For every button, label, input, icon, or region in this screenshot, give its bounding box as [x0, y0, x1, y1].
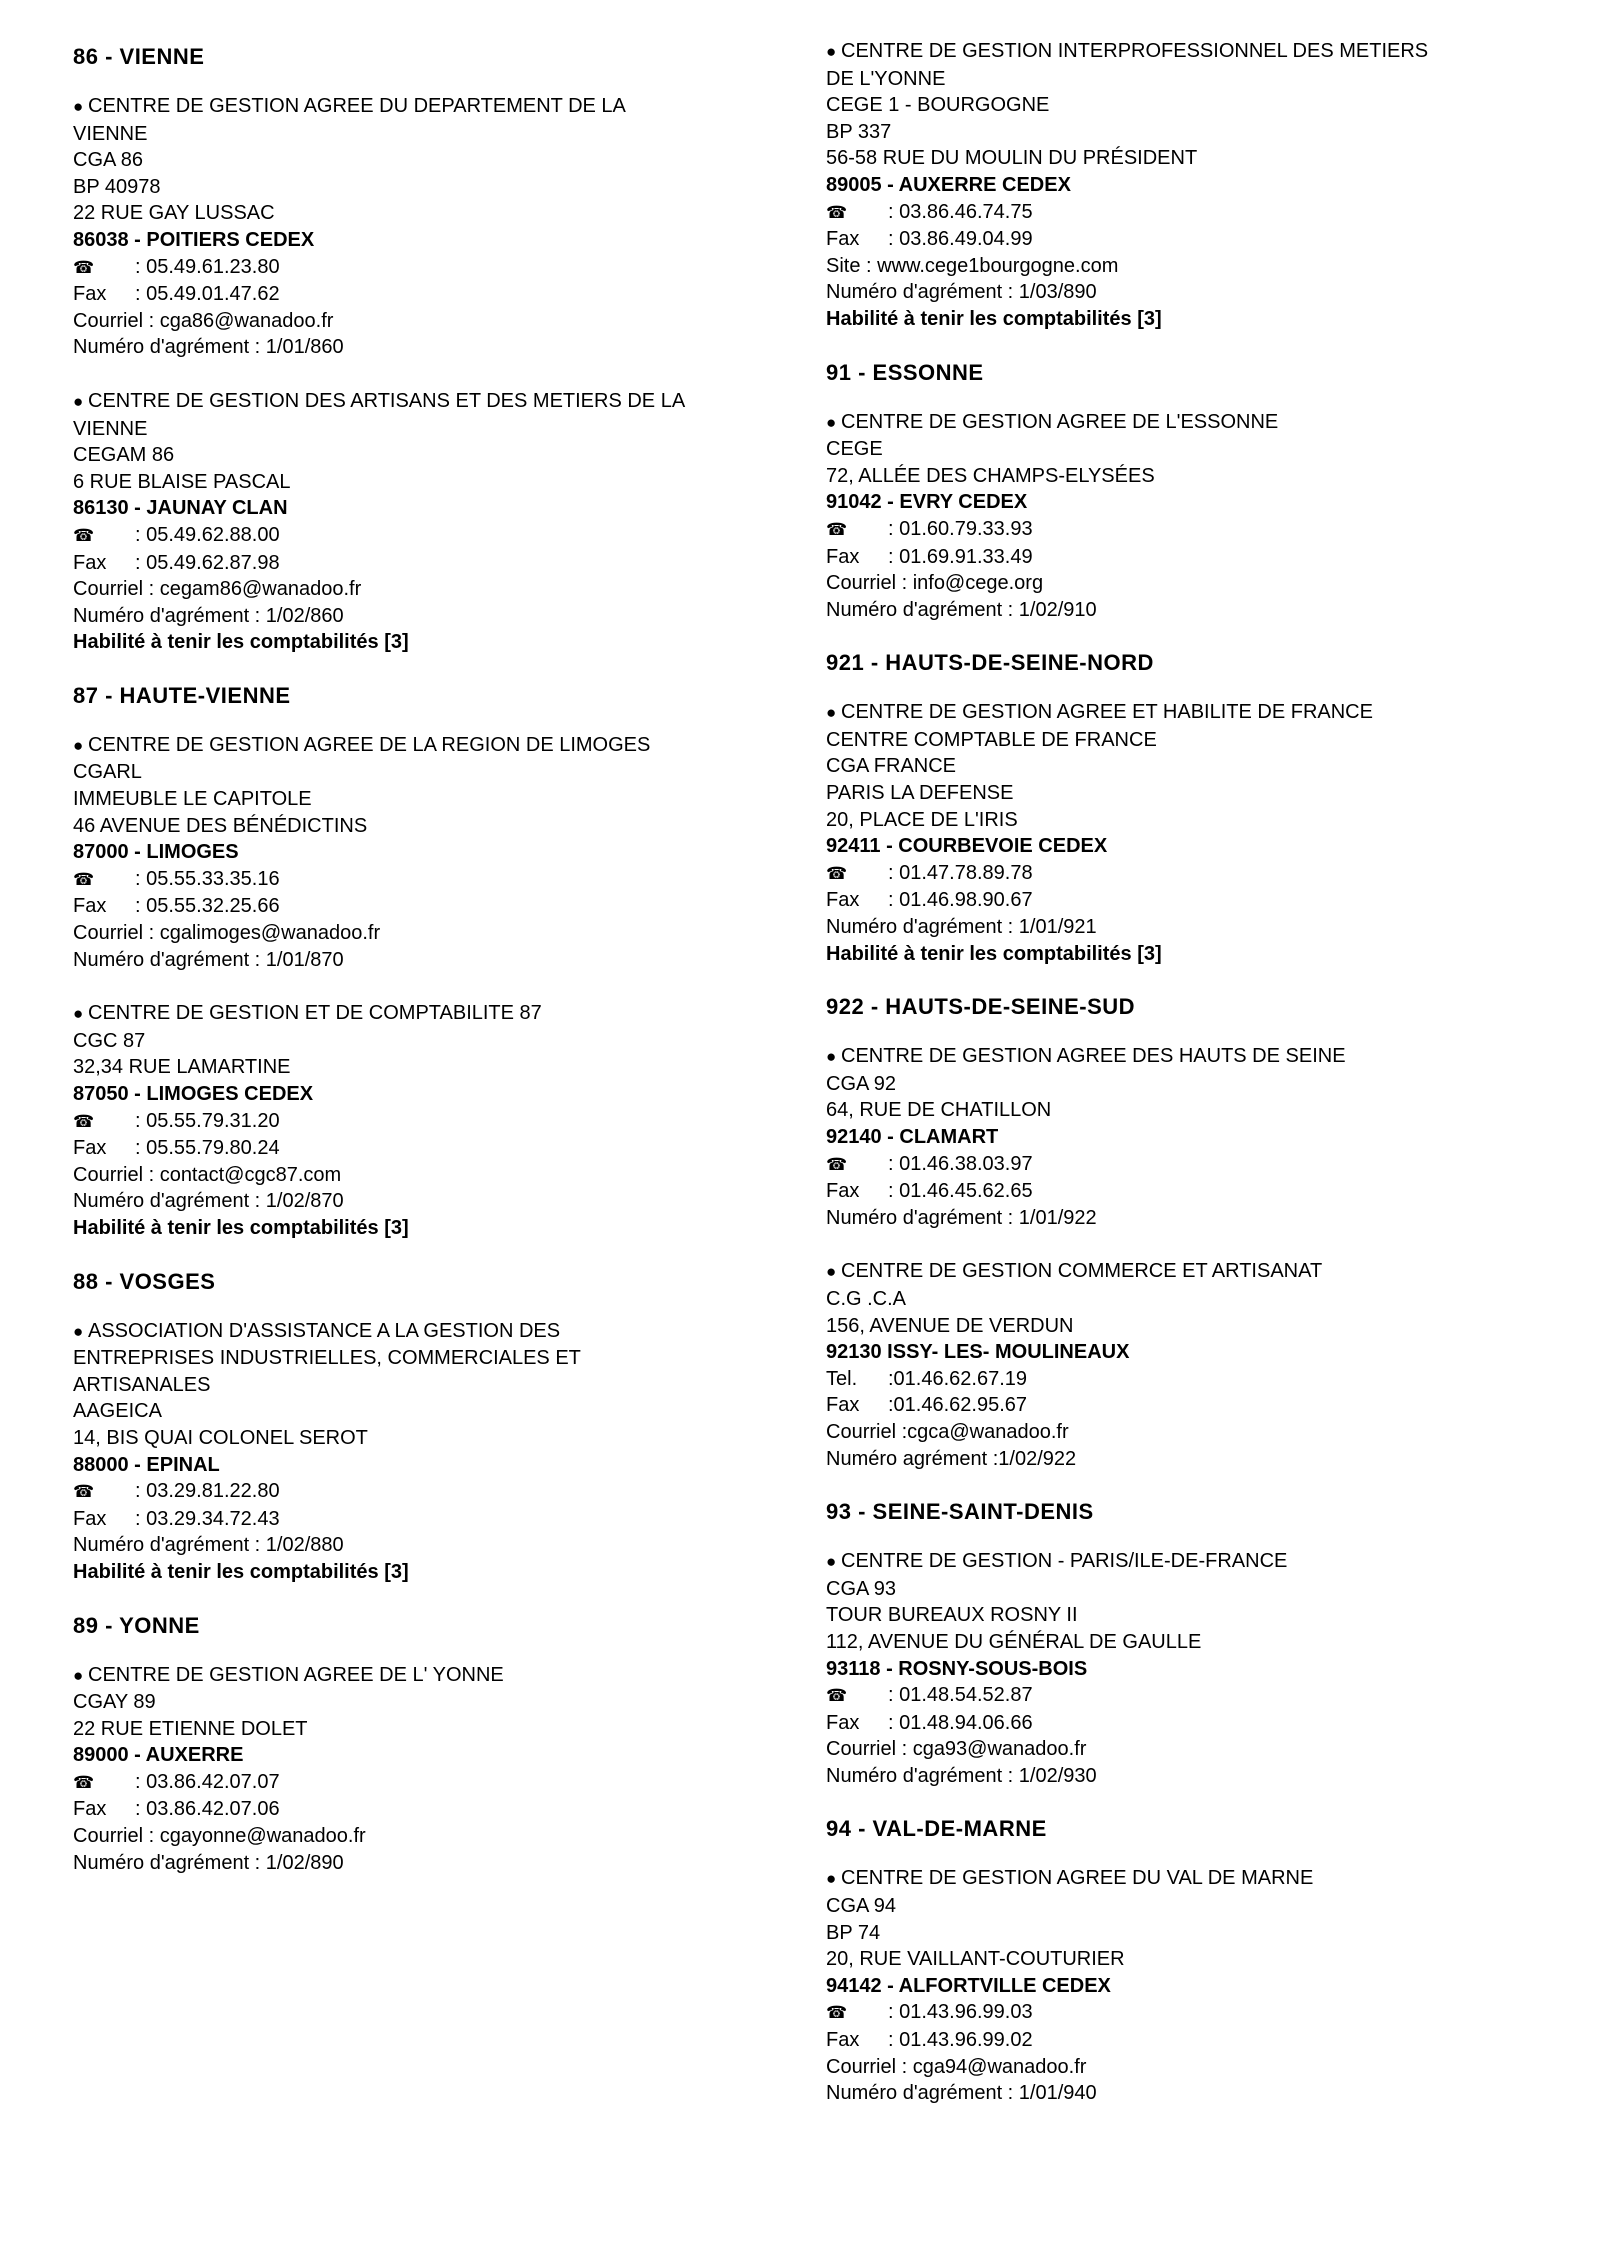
line-text: IMMEUBLE LE CAPITOLE — [73, 788, 312, 811]
address-line — [826, 1710, 1546, 1737]
center-name-line — [73, 1662, 793, 1690]
address-line — [73, 1689, 793, 1716]
phone-icon: ☎ — [73, 1482, 95, 1502]
address-line — [826, 1178, 1546, 1205]
phone-icon: ☎ — [73, 1111, 95, 1131]
line-text: Site : www.cege1bourgogne.com — [826, 254, 1119, 277]
line-text: :01.46.62.95.67 — [888, 1394, 1028, 1417]
address-line — [73, 469, 793, 496]
line-text: Courriel : contact@cgc87.com — [73, 1163, 342, 1186]
line-text: Numéro d'agrément : 1/01/922 — [826, 1206, 1097, 1229]
line-text: : 01.69.91.33.49 — [888, 545, 1033, 568]
field-label: Fax — [826, 889, 860, 912]
line-text: : 05.55.79.31.20 — [135, 1109, 280, 1132]
address-line — [73, 1398, 793, 1425]
line-text: CEGE 1 - BOURGOGNE — [826, 94, 1050, 117]
address-line — [73, 786, 793, 813]
line-text: Courriel : cga86@wanadoo.fr — [73, 309, 334, 332]
line-text: PARIS LA DEFENSE — [826, 782, 1014, 805]
line-text: CENTRE DE GESTION - PARIS/ILE-DE-FRANCE — [841, 1550, 1288, 1573]
field-label: Fax — [826, 545, 860, 568]
bold-line — [73, 839, 793, 866]
phone-icon: ☎ — [826, 202, 848, 222]
address-line — [73, 1188, 793, 1215]
line-text: 20, PLACE DE L'IRIS — [826, 808, 1018, 831]
line-text: CGA FRANCE — [826, 755, 957, 778]
field-label: Fax — [826, 1394, 860, 1417]
line-text: Numéro d'agrément : 1/01/860 — [73, 336, 344, 359]
department-heading: 921 - HAUTS-DE-SEINE-NORD — [826, 650, 1154, 676]
center-name-line — [73, 1318, 793, 1346]
address-line — [826, 1920, 1546, 1947]
line-text: : 03.86.42.07.06 — [135, 1798, 280, 1821]
center-entry — [73, 93, 793, 361]
center-entry — [73, 388, 793, 656]
line-text: : 01.46.45.62.65 — [888, 1180, 1033, 1203]
line-text: 6 RUE BLAISE PASCAL — [73, 470, 291, 493]
department-heading: 91 - ESSONNE — [826, 359, 984, 385]
address-line — [73, 1372, 793, 1399]
center-entry — [826, 38, 1546, 333]
line-text: Numéro d'agrément : 1/02/870 — [73, 1190, 344, 1213]
address-line — [826, 1602, 1546, 1629]
department-section — [73, 1613, 793, 1877]
line-text: 20, RUE VAILLANT-COUTURIER — [826, 1948, 1125, 1971]
line-text: VIENNE — [73, 417, 148, 440]
line-text: CEGAM 86 — [73, 444, 175, 467]
line-text: CENTRE DE GESTION INTERPROFESSIONNEL DES METIERS — [841, 40, 1429, 62]
line-text: CENTRE DE GESTION AGREE DE LA REGION DE LIMOGES — [88, 733, 651, 756]
center-name-line — [826, 38, 1546, 66]
department-section — [73, 44, 793, 656]
address-line — [826, 1893, 1546, 1920]
department-section — [73, 1269, 793, 1586]
address-line — [73, 1054, 793, 1081]
bold-line — [826, 1656, 1546, 1683]
address-line — [73, 1769, 793, 1797]
address-line — [73, 947, 793, 974]
address-line — [73, 603, 793, 630]
bold-line — [73, 1215, 793, 1242]
line-text: CGA 94 — [826, 1895, 897, 1918]
line-text: Courriel : cga94@wanadoo.fr — [826, 2055, 1087, 2078]
line-text: 46 AVENUE DES BÉNÉDICTINS — [73, 814, 368, 837]
right-column — [826, 38, 1546, 2134]
address-line — [826, 1576, 1546, 1603]
field-label: Fax — [73, 1798, 107, 1821]
center-name-line — [826, 699, 1546, 727]
address-line — [73, 1108, 793, 1136]
address-line — [826, 1151, 1546, 1179]
line-text: Numéro d'agrément : 1/03/890 — [826, 281, 1097, 304]
bold-line — [826, 833, 1546, 860]
address-line — [826, 914, 1546, 941]
phone-icon: ☎ — [826, 1154, 848, 1174]
address-line — [826, 1366, 1546, 1393]
address-line — [826, 570, 1546, 597]
address-line — [826, 887, 1546, 914]
address-line — [826, 436, 1546, 463]
address-line — [73, 254, 793, 282]
address-line — [826, 253, 1546, 280]
line-text: 89005 - AUXERRE CEDEX — [826, 173, 1071, 196]
line-text: CENTRE DE GESTION COMMERCE ET ARTISANAT — [841, 1260, 1323, 1283]
line-text: 91042 - EVRY CEDEX — [826, 491, 1028, 514]
line-text: CGA 86 — [73, 149, 144, 172]
address-line — [826, 1205, 1546, 1232]
line-text: Habilité à tenir les comptabilités [3] — [73, 1560, 409, 1583]
address-line — [73, 334, 793, 361]
department-heading: 87 - HAUTE-VIENNE — [73, 682, 291, 708]
line-text: 87000 - LIMOGES — [73, 841, 239, 864]
address-line — [826, 807, 1546, 834]
line-text: 94142 - ALFORTVILLE CEDEX — [826, 1974, 1111, 1997]
line-text: Courriel : cgalimoges@wanadoo.fr — [73, 922, 381, 945]
address-line — [73, 1028, 793, 1055]
address-line — [826, 199, 1546, 227]
address-line — [73, 308, 793, 335]
address-line — [826, 1392, 1546, 1419]
line-text: : 05.55.33.35.16 — [135, 867, 280, 890]
left-column — [73, 38, 793, 1903]
line-text: : 05.49.01.47.62 — [135, 283, 280, 306]
bold-line — [73, 1452, 793, 1479]
line-text: : 03.86.46.74.75 — [888, 200, 1033, 223]
address-line — [826, 597, 1546, 624]
line-text: : 01.48.94.06.66 — [888, 1711, 1033, 1734]
address-line — [73, 893, 793, 920]
phone-icon: ☎ — [826, 519, 848, 539]
address-line — [826, 516, 1546, 544]
address-line — [73, 522, 793, 550]
bold-line — [73, 495, 793, 522]
bold-line — [73, 1559, 793, 1586]
line-text: 22 RUE ETIENNE DOLET — [73, 1717, 308, 1740]
line-text: TOUR BUREAUX ROSNY II — [826, 1604, 1078, 1627]
line-text: 32,34 RUE LAMARTINE — [73, 1056, 291, 1079]
line-text: : 03.86.49.04.99 — [888, 228, 1033, 251]
address-line — [826, 1946, 1546, 1973]
address-line — [73, 147, 793, 174]
line-text: Courriel : cgayonne@wanadoo.fr — [73, 1825, 366, 1848]
address-line — [73, 281, 793, 308]
center-entry — [73, 1318, 793, 1586]
address-line — [73, 759, 793, 786]
address-line — [826, 1763, 1546, 1790]
address-line — [826, 1999, 1546, 2027]
center-name-line — [826, 1258, 1546, 1286]
address-line — [73, 416, 793, 443]
phone-icon: ☎ — [73, 1772, 95, 1792]
bold-line — [73, 1742, 793, 1769]
bold-line — [826, 941, 1546, 968]
line-text: Numéro agrément :1/02/922 — [826, 1447, 1077, 1470]
phone-icon: ☎ — [73, 869, 95, 889]
address-line — [73, 1716, 793, 1743]
center-name-line — [73, 1000, 793, 1028]
department-heading: 88 - VOSGES — [73, 1268, 216, 1294]
address-line — [73, 866, 793, 894]
address-line — [826, 1097, 1546, 1124]
line-text: 92411 - COURBEVOIE CEDEX — [826, 835, 1108, 858]
field-label: Fax — [826, 2029, 860, 2052]
department-section — [826, 650, 1546, 967]
address-line — [826, 1313, 1546, 1340]
address-line — [73, 121, 793, 148]
center-entry — [826, 1043, 1546, 1231]
line-text: Habilité à tenir les comptabilités [3] — [826, 307, 1162, 330]
department-heading: 86 - VIENNE — [73, 44, 205, 69]
line-text: 87050 - LIMOGES CEDEX — [73, 1083, 314, 1105]
line-text: : 01.48.54.52.87 — [888, 1684, 1033, 1707]
line-text: 88000 - EPINAL — [73, 1453, 220, 1476]
line-text: Courriel : cga93@wanadoo.fr — [826, 1738, 1087, 1761]
line-text: Numéro d'agrément : 1/02/930 — [826, 1764, 1097, 1787]
line-text: 92130 ISSY- LES- MOULINEAUX — [826, 1341, 1130, 1364]
address-line — [73, 550, 793, 577]
center-name-line — [73, 93, 793, 121]
address-line — [73, 442, 793, 469]
bold-line — [73, 227, 793, 254]
line-text: : 01.43.96.99.03 — [888, 2001, 1033, 2024]
address-line — [826, 463, 1546, 490]
line-text: 156, AVENUE DE VERDUN — [826, 1314, 1074, 1337]
address-line — [826, 119, 1546, 146]
address-line — [73, 174, 793, 201]
line-text: 22 RUE GAY LUSSAC — [73, 202, 275, 225]
address-line — [73, 1850, 793, 1877]
department-section — [73, 683, 793, 1242]
center-name-line — [73, 732, 793, 760]
line-text: Numéro d'agrément : 1/02/880 — [73, 1534, 344, 1557]
phone-icon: ☎ — [73, 525, 95, 545]
department-section — [826, 1816, 1546, 2106]
phone-icon: ☎ — [826, 863, 848, 883]
address-line — [826, 145, 1546, 172]
bold-line — [826, 172, 1546, 199]
address-line — [73, 813, 793, 840]
line-text: CENTRE COMPTABLE DE FRANCE — [826, 728, 1157, 751]
department-section — [826, 38, 1546, 333]
line-text: 72, ALLÉE DES CHAMPS-ELYSÉES — [826, 464, 1155, 487]
address-line — [826, 1071, 1546, 1098]
line-text: Numéro d'agrément : 1/02/860 — [73, 604, 344, 627]
field-label: Fax — [73, 1137, 107, 1160]
address-line — [73, 1478, 793, 1506]
address-line — [826, 2080, 1546, 2107]
center-entry — [826, 1548, 1546, 1789]
address-line — [73, 1135, 793, 1162]
address-line — [826, 544, 1546, 571]
field-label: Fax — [73, 895, 107, 918]
department-section — [826, 994, 1546, 1472]
address-line — [73, 1823, 793, 1850]
line-text: : 03.29.34.72.43 — [135, 1507, 280, 1530]
department-heading: 93 - SEINE-SAINT-DENIS — [826, 1499, 1094, 1525]
address-line — [73, 920, 793, 947]
center-entry — [826, 699, 1546, 967]
address-line — [826, 727, 1546, 754]
line-text: ARTISANALES — [73, 1373, 211, 1396]
line-text: : 05.55.79.80.24 — [135, 1137, 280, 1160]
bold-line — [826, 306, 1546, 333]
address-line — [826, 1629, 1546, 1656]
center-name-line — [826, 1548, 1546, 1576]
field-label: Fax — [73, 283, 107, 306]
line-text: Habilité à tenir les comptabilités [3] — [826, 942, 1162, 965]
bold-line — [826, 1339, 1546, 1366]
bold-line — [826, 489, 1546, 516]
line-text: : 03.29.81.22.80 — [135, 1480, 280, 1503]
department-heading: 94 - VAL-DE-MARNE — [826, 1816, 1047, 1842]
line-text: CEGE — [826, 438, 883, 461]
address-line — [826, 1286, 1546, 1313]
line-text: 89000 - AUXERRE — [73, 1744, 244, 1767]
address-line — [826, 92, 1546, 119]
line-text: CENTRE DE GESTION DES ARTISANS ET DES METIERS DE LA — [88, 389, 686, 412]
address-line — [73, 1506, 793, 1533]
address-line — [826, 753, 1546, 780]
line-text: CENTRE DE GESTION AGREE DE L'ESSONNE — [841, 410, 1279, 433]
department-section — [826, 360, 1546, 624]
line-text: CGARL — [73, 761, 142, 784]
line-text: Habilité à tenir les comptabilités [3] — [73, 1216, 409, 1239]
line-text: BP 337 — [826, 120, 892, 143]
line-text: BP 40978 — [73, 175, 161, 198]
line-text: C.G .C.A — [826, 1287, 907, 1310]
field-label: Fax — [826, 1711, 860, 1734]
phone-icon: ☎ — [826, 2003, 848, 2023]
line-text: : 03.86.42.07.07 — [135, 1770, 280, 1793]
line-text: CGC 87 — [73, 1029, 146, 1052]
address-line — [826, 1682, 1546, 1710]
line-text: 112, AVENUE DU GÉNÉRAL DE GAULLE — [826, 1630, 1202, 1653]
line-text: Courriel : info@cege.org — [826, 572, 1044, 595]
line-text: Numéro d'agrément : 1/01/940 — [826, 2082, 1097, 2105]
line-text: CGA 92 — [826, 1072, 897, 1095]
line-text: AAGEICA — [73, 1400, 162, 1423]
line-text: :01.46.62.67.19 — [888, 1367, 1028, 1390]
center-name-line — [826, 409, 1546, 437]
line-text: : 01.43.96.99.02 — [888, 2029, 1033, 2052]
center-name-line — [826, 1865, 1546, 1893]
address-line — [826, 279, 1546, 306]
center-entry — [826, 1865, 1546, 2106]
address-line — [826, 1419, 1546, 1446]
line-text: Numéro d'agrément : 1/02/890 — [73, 1851, 344, 1874]
address-line — [73, 576, 793, 603]
line-text: DE L'YONNE — [826, 67, 946, 90]
line-text: Numéro d'agrément : 1/01/921 — [826, 916, 1097, 939]
line-text: 14, BIS QUAI COLONEL SEROT — [73, 1426, 368, 1449]
phone-icon: ☎ — [826, 1686, 848, 1706]
line-text: VIENNE — [73, 122, 148, 145]
field-label: Fax — [73, 1507, 107, 1530]
field-label: Tel. — [826, 1367, 858, 1390]
department-heading: 922 - HAUTS-DE-SEINE-SUD — [826, 994, 1136, 1020]
center-entry — [73, 732, 793, 973]
address-line — [73, 1532, 793, 1559]
bold-line — [73, 1081, 793, 1108]
line-text: ASSOCIATION D'ASSISTANCE A LA GESTION DES — [88, 1319, 561, 1342]
address-line — [826, 780, 1546, 807]
line-text: : 01.46.38.03.97 — [888, 1152, 1033, 1175]
line-text: : 05.49.61.23.80 — [135, 255, 280, 278]
line-text: CGA 93 — [826, 1577, 897, 1600]
line-text: : 05.49.62.88.00 — [135, 523, 280, 546]
address-line — [73, 1345, 793, 1372]
line-text: CENTRE DE GESTION AGREE DE L' YONNE — [88, 1663, 504, 1686]
center-entry — [73, 1662, 793, 1877]
address-line — [73, 1425, 793, 1452]
line-text: ENTREPRISES INDUSTRIELLES, COMMERCIALES ET — [73, 1347, 581, 1370]
line-text: 64, RUE DE CHATILLON — [826, 1099, 1052, 1122]
center-entry — [826, 409, 1546, 624]
field-label: Fax — [826, 228, 860, 251]
center-entry — [826, 1258, 1546, 1472]
line-text: 92140 - CLAMART — [826, 1126, 999, 1148]
line-text: 86130 - JAUNAY CLAN — [73, 497, 288, 520]
address-line — [826, 226, 1546, 253]
address-line — [73, 1796, 793, 1823]
line-text: : 01.60.79.33.93 — [888, 517, 1033, 540]
line-text: CENTRE DE GESTION AGREE DU DEPARTEMENT DE LA — [88, 95, 626, 117]
address-line — [826, 860, 1546, 888]
line-text: Courriel :cgca@wanadoo.fr — [826, 1420, 1069, 1443]
address-line — [826, 2054, 1546, 2081]
address-line — [826, 1736, 1546, 1763]
line-text: : 05.55.32.25.66 — [135, 895, 280, 918]
line-text: BP 74 — [826, 1921, 881, 1944]
line-text: CENTRE DE GESTION AGREE DES HAUTS DE SEINE — [841, 1045, 1346, 1068]
bold-line — [73, 629, 793, 656]
address-line — [826, 66, 1546, 93]
address-line — [826, 2027, 1546, 2054]
department-heading: 89 - YONNE — [73, 1612, 200, 1638]
line-text: : 01.47.78.89.78 — [888, 861, 1033, 884]
line-text: CENTRE DE GESTION AGREE ET HABILITE DE FRANCE — [841, 701, 1373, 724]
line-text: CENTRE DE GESTION ET DE COMPTABILITE 87 — [88, 1002, 542, 1025]
field-label: Fax — [826, 1180, 860, 1203]
address-line — [73, 1162, 793, 1189]
center-entry — [73, 1000, 793, 1241]
phone-icon: ☎ — [73, 257, 95, 277]
center-name-line — [826, 1043, 1546, 1071]
line-text: 93118 - ROSNY-SOUS-BOIS — [826, 1657, 1088, 1680]
department-section — [826, 1499, 1546, 1789]
center-name-line — [73, 388, 793, 416]
address-line — [73, 200, 793, 227]
address-line — [826, 1446, 1546, 1473]
line-text: : 05.49.62.87.98 — [135, 551, 280, 574]
line-text: 56-58 RUE DU MOULIN DU PRÉSIDENT — [826, 147, 1198, 170]
field-label: Fax — [73, 551, 107, 574]
line-text: Numéro d'agrément : 1/01/870 — [73, 948, 344, 971]
line-text: Numéro d'agrément : 1/02/910 — [826, 598, 1097, 621]
line-text: 86038 - POITIERS CEDEX — [73, 228, 315, 251]
line-text: CGAY 89 — [73, 1691, 156, 1714]
bold-line — [826, 1124, 1546, 1151]
bold-line — [826, 1973, 1546, 2000]
line-text: Courriel : cegam86@wanadoo.fr — [73, 578, 362, 601]
line-text: Habilité à tenir les comptabilités [3] — [73, 631, 409, 654]
line-text: : 01.46.98.90.67 — [888, 889, 1033, 912]
line-text: CENTRE DE GESTION AGREE DU VAL DE MARNE — [841, 1867, 1314, 1890]
